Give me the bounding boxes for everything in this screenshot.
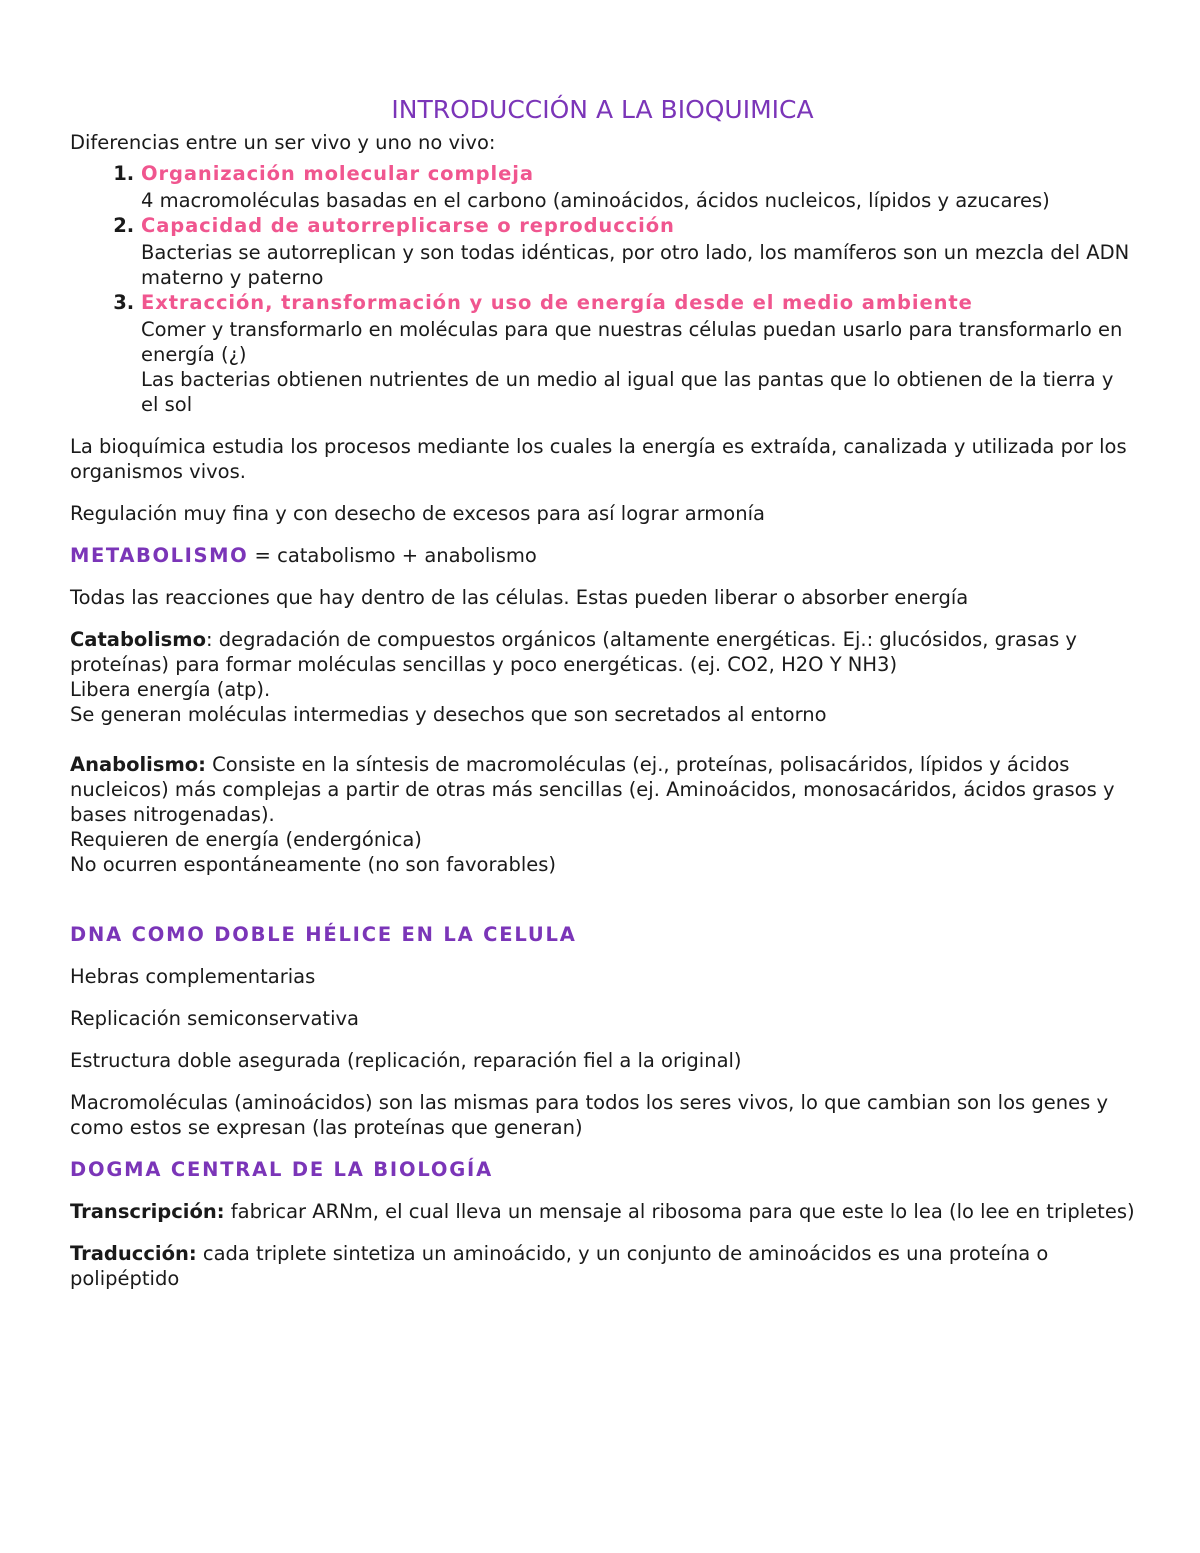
list-item-heading: 3. Extracción, transformación y uso de energía desde el medio ambiente	[141, 291, 973, 314]
transcripcion-label: Transcripción:	[70, 1200, 225, 1223]
anabolismo-label: Anabolismo:	[70, 753, 206, 776]
metabolismo-paragraph	[70, 543, 1135, 568]
anabolismo-line: Requieren de energía (endergónica)	[70, 828, 422, 851]
traduccion-label: Traducción:	[70, 1242, 197, 1265]
list-item	[141, 213, 1135, 290]
anabolismo-block	[70, 752, 1135, 877]
anabolismo-line: No ocurren espontáneamente (no son favorables)	[70, 853, 557, 876]
dna-item: Hebras complementarias	[70, 965, 316, 988]
page-title: INTRODUCCIÓN A LA BIOQUIMICA	[391, 95, 814, 124]
list-item-body: Bacterias se autorreplican y son todas idénticas, por otro lado, los mamíferos son un mezcla del ADN materno y paterno	[141, 241, 1130, 289]
document-page	[70, 92, 1135, 1308]
dna-section-heading: DNA COMO DOBLE HÉLICE EN LA CELULA	[70, 923, 577, 946]
anabolismo-text: Consiste en la síntesis de macromoléculas (ej., proteínas, polisacáridos, lípidos y ácidos nucleicos) más complejas a partir de otras más sencillas (ej. Aminoácidos, monosacáridos, ácidos grasos y bases nitrogenadas).	[70, 753, 1115, 826]
dna-item: Replicación semiconservativa	[70, 1007, 359, 1030]
list-item-body: Comer y transformarlo en moléculas para que nuestras células puedan usarlo para transformarlo en energía (¿)	[141, 318, 1123, 366]
transcripcion-paragraph	[70, 1199, 1135, 1224]
transcripcion-text: fabricar ARNm, el cual lleva un mensaje al ribosoma para que este lo lea (lo lee en tripletes)	[224, 1200, 1135, 1223]
metabolismo-definition: = catabolismo + anabolismo	[248, 544, 537, 567]
reacciones-paragraph: Todas las reacciones que hay dentro de las células. Estas pueden liberar o absorber energía	[70, 586, 969, 609]
list-item-body: Las bacterias obtienen nutrientes de un medio al igual que las pantas que lo obtienen de la tierra y el sol	[141, 368, 1114, 416]
catabolismo-label: Catabolismo	[70, 628, 206, 651]
catabolismo-block	[70, 627, 1135, 727]
metabolismo-label: METABOLISMO	[70, 544, 249, 567]
catabolismo-line: Se generan moléculas intermedias y desechos que son secretados al entorno	[70, 703, 827, 726]
traduccion-text: cada triplete sintetiza un aminoácido, y un conjunto de aminoácidos es una proteína o polipéptido	[70, 1242, 1049, 1290]
catabolismo-definition	[70, 628, 1077, 676]
traduccion-paragraph	[70, 1241, 1135, 1291]
catabolismo-text: : degradación de compuestos orgánicos (altamente energéticas. Ej.: glucósidos, grasas y proteínas) para formar moléculas sencillas y poco energéticas. (ej. CO2, H2O Y NH3)	[70, 628, 1077, 676]
dna-item: Estructura doble asegurada (replicación, reparación fiel a la original)	[70, 1049, 742, 1072]
anabolismo-definition	[70, 753, 1115, 826]
catabolismo-line: Libera energía (atp).	[70, 678, 271, 701]
differences-list	[70, 161, 1135, 417]
list-item-body: 4 macromoléculas basadas en el carbono (aminoácidos, ácidos nucleicos, lípidos y azucares)	[141, 189, 1050, 212]
dna-item: Macromoléculas (aminoácidos) son las mismas para todos los seres vivos, lo que cambian son los genes y como estos se expresan (las proteínas que generan)	[70, 1091, 1108, 1139]
regulacion-paragraph: Regulación muy fina y con desecho de excesos para así lograr armonía	[70, 502, 765, 525]
intro-text: Diferencias entre un ser vivo y uno no vivo:	[70, 131, 496, 154]
list-item	[141, 290, 1135, 417]
bioquimica-paragraph: La bioquímica estudia los procesos mediante los cuales la energía es extraída, canalizada y utilizada por los organismos vivos.	[70, 435, 1127, 483]
list-item-heading: 1. Organización molecular compleja	[141, 162, 534, 185]
dogma-section-heading: DOGMA CENTRAL DE LA BIOLOGÍA	[70, 1158, 493, 1181]
list-item	[141, 161, 1135, 213]
list-item-heading: 2. Capacidad de autorreplicarse o reproducción	[141, 214, 675, 237]
